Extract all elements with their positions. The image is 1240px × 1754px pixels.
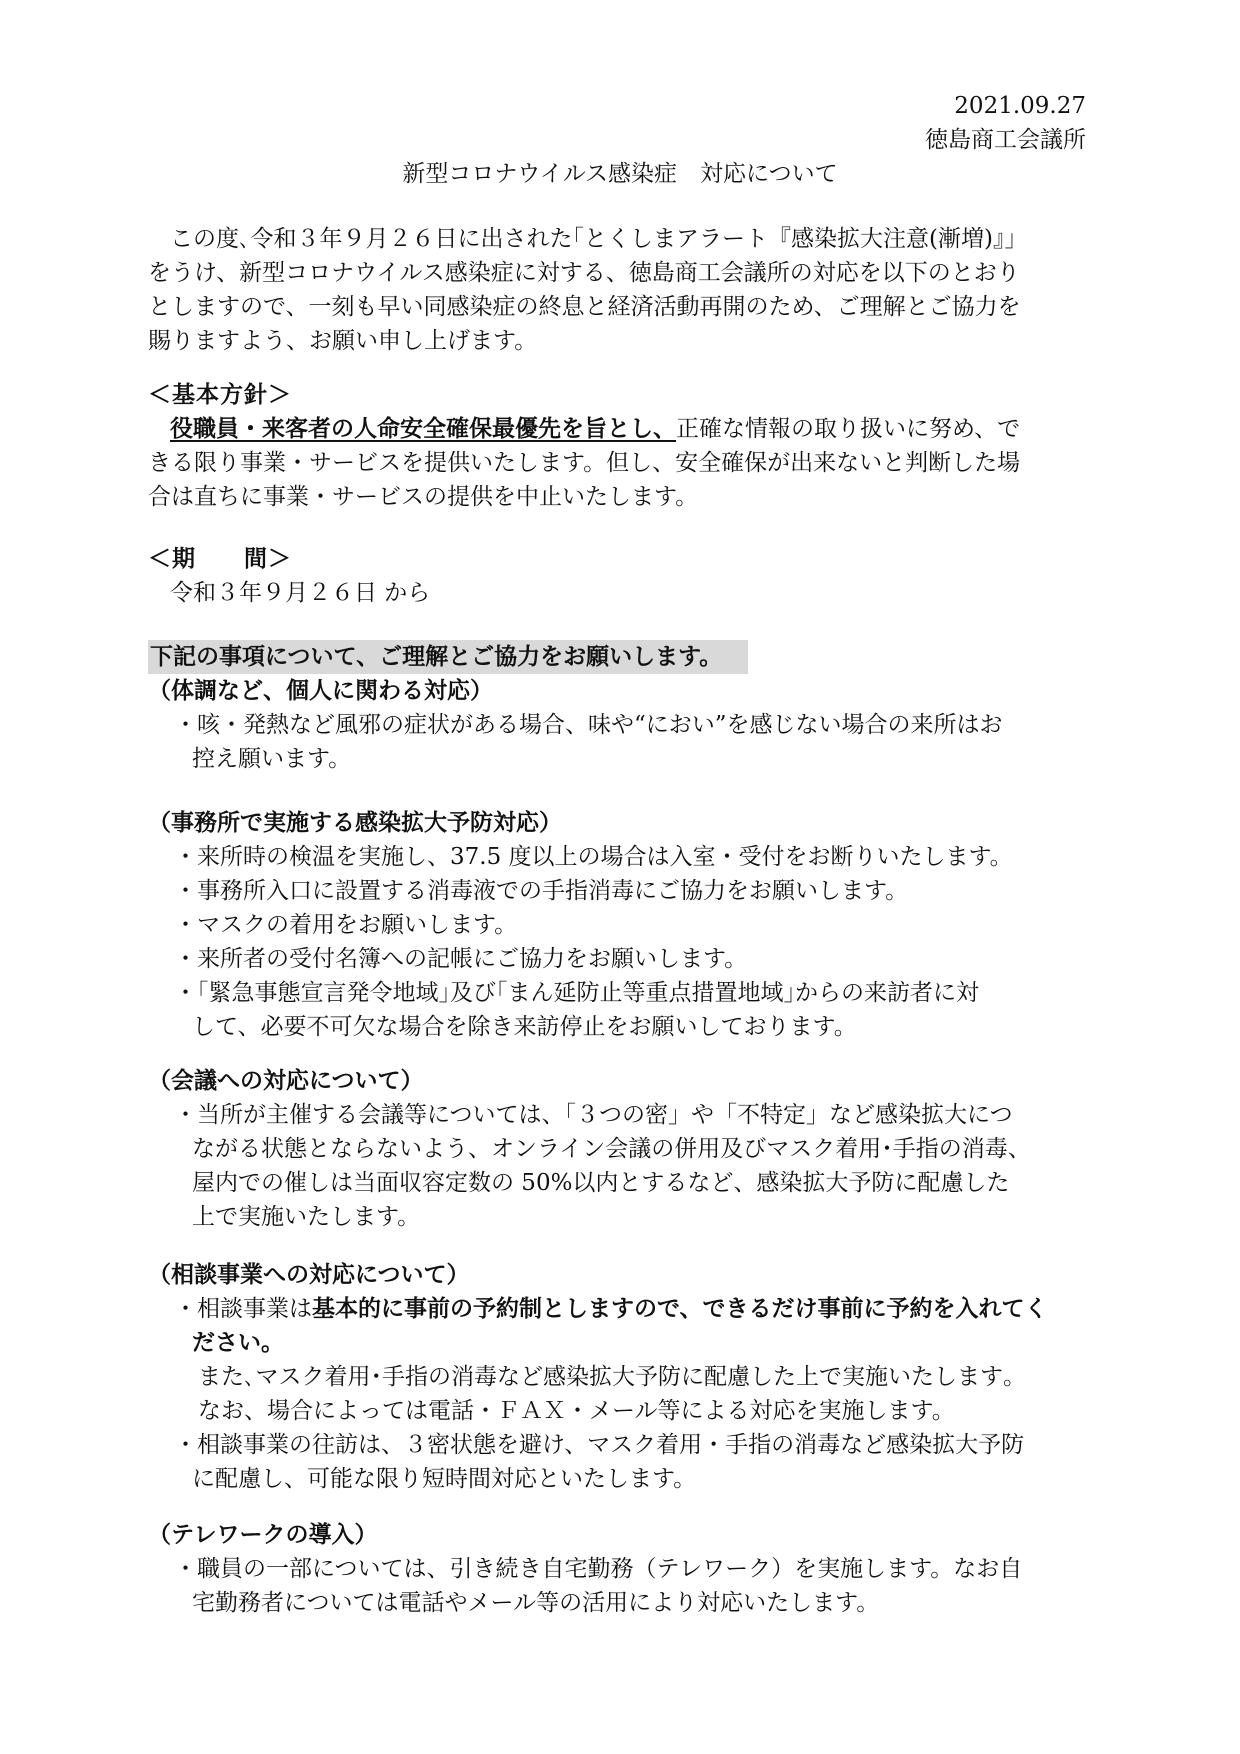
personal-section (148, 674, 1088, 776)
list-item: ・来所者の受付名簿への記帳にご協力をお願いします。 (174, 946, 748, 972)
policy-line (148, 412, 1088, 446)
consulting-heading: （相談事業への対応について） (148, 1261, 470, 1288)
consulting-prefix: ・相談事業は (174, 1296, 312, 1322)
intro-line: この度､令和３年９月２６日に出された｢とくしまアラート『感染拡大注意(漸増)』｣ (170, 226, 1016, 252)
basic-policy-section (148, 378, 1088, 514)
intro-paragraph (148, 222, 1088, 358)
list-item: ・当所が主催する会議等については、「３つの密」や「不特定」など感染拡大につ (174, 1102, 1013, 1128)
meetings-heading: （会議への対応について） (148, 1067, 424, 1094)
request-banner: 下記の事項について、ご理解とご協力をお願いします。 (148, 640, 748, 674)
list-item-continuation: ださい。 (192, 1329, 284, 1356)
period-heading: ＜期 間＞ (148, 545, 292, 572)
telework-section (148, 1518, 1088, 1620)
list-item: ・相談事業の往訪は、３密状態を避け、マスク着用・手指の消毒など感染拡大予防 (174, 1432, 1025, 1458)
list-item: ・咳・発熱など風邪の症状がある場合、味や“におい”を感じない場合の来所はお (174, 712, 1003, 738)
document-title: 新型コロナウイルス感染症 対応について (402, 161, 838, 187)
office-heading: （事務所で実施する感染拡大予防対応） (148, 809, 562, 836)
list-item: ・職員の一部については、引き続き自宅勤務（テレワーク）を実施します。なお自 (174, 1556, 1023, 1582)
consulting-emphasis: 基本的に事前の予約制としますので、できるだけ事前に予約を入れてく (312, 1295, 1048, 1322)
list-item-continuation: また､マスク着用･手指の消毒など感染拡大予防に配慮した上で実施いたします｡ (198, 1364, 1015, 1390)
list-item (148, 1292, 1088, 1326)
policy-line: 合は直ちに事業・サービスの提供を中止いたします。 (148, 484, 699, 510)
list-item-continuation: して、必要不可欠な場合を除き来訪停止をお願いしております。 (192, 1014, 857, 1040)
consulting-section (148, 1258, 1088, 1496)
personal-heading: （体調など、個人に関わる対応） (148, 677, 493, 704)
list-item-continuation: 屋内での催しは当面収容定数の 50%以内とするなど、感染拡大予防に配慮した (192, 1170, 1010, 1196)
period-section (148, 542, 1088, 610)
basic-policy-heading: ＜基本方針＞ (148, 381, 292, 408)
list-item: ・事務所入口に設置する消毒液での手指消毒にご協力をお願いします。 (174, 878, 909, 904)
period-value: 令和３年９月２６日 から (170, 580, 431, 606)
meetings-section (148, 1064, 1088, 1234)
request-banner-row (148, 640, 1088, 674)
issuing-organization: 徳島商工会議所 (925, 127, 1086, 153)
document-date: 2021.09.27 (954, 93, 1086, 119)
list-item: ・マスクの着用をお願いします。 (174, 912, 518, 938)
telework-heading: （テレワークの導入） (148, 1521, 378, 1548)
list-item-continuation: 上で実施いたします。 (192, 1204, 421, 1230)
intro-line: としますので、一刻も早い同感染症の終息と経済活動再開のため、ご理解とご協力を (148, 294, 1021, 320)
list-item-continuation: 宅勤務者については電話やメール等の活用により対応いたします。 (192, 1590, 880, 1616)
list-item: ・来所時の検温を実施し、37.5 度以上の場合は入室・受付をお断りいたします。 (174, 844, 1013, 870)
list-item-continuation: に配慮し、可能な限り短時間対応といたします。 (192, 1466, 697, 1492)
policy-emphasis: 役職員・来客者の人命安全確保最優先を旨とし、 (170, 415, 676, 442)
intro-line: 賜りますよう、お願い申し上げます。 (148, 328, 538, 354)
list-item-continuation: 控え願います。 (192, 746, 352, 772)
list-item-continuation: なお、場合によっては電話・ＦＡＸ・メール等による対応を実施します。 (198, 1398, 955, 1424)
policy-line: きる限り事業・サービスを提供いたします。但し、安全確保が出来ないと判断した場 (148, 450, 1021, 476)
list-item: ・｢緊急事態宣言発令地域｣及び｢まん延防止等重点措置地域｣からの来訪者に対 (174, 980, 979, 1006)
policy-line-rest: 正確な情報の取り扱いに努め、で (676, 416, 1021, 442)
office-section (148, 806, 1088, 1044)
intro-line: をうけ、新型コロナウイルス感染症に対する、徳島商工会議所の対応を以下のとおり (148, 260, 1020, 286)
list-item-continuation: ながる状態とならないよう、オンライン会議の併用及びマスク着用･手指の消毒、 (192, 1136, 1031, 1162)
